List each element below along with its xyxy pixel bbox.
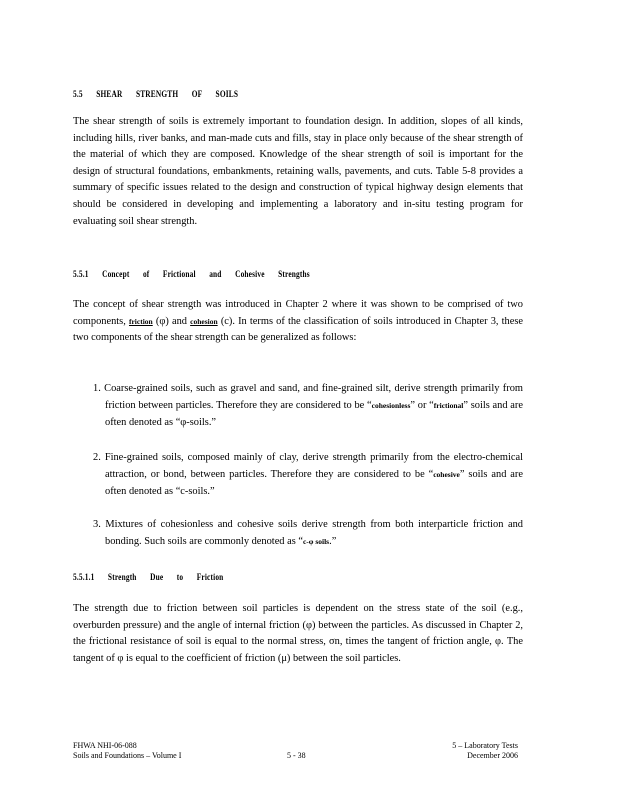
list-item <box>93 450 523 500</box>
subsubsection-heading: 5.5.1.1 Strength Due to Friction <box>73 572 224 582</box>
cohesionless-term: cohesionless <box>371 400 411 410</box>
list-item <box>93 381 523 431</box>
c-phi-soils-term: c-φ soils <box>302 536 330 546</box>
list-item-text: .” <box>329 535 337 547</box>
page-number: 5 - 38 <box>287 751 306 760</box>
friction-symbol: (φ) and <box>152 315 191 327</box>
subsection-heading: 5.5.1 Concept of Frictional and Cohesive Strengths <box>73 269 310 279</box>
footer-publication-id: FHWA NHI-06-088 <box>73 741 137 750</box>
list-item-text: 1. Coarse-grained soils, such as gravel and sand, and fine-grained silt, derive strength primarily from friction between particles. Therefore they are considered to be “ <box>93 383 523 411</box>
intro-text-1: The concept of shear strength was introduced in Chapter 2 where it was shown to be comprised of two components, <box>73 299 523 327</box>
subsubsection-paragraph: The strength due to friction between soil particles is dependent on the stress state of the soil (e.g., overburden pressure) and the angle of internal friction (φ) between the particles. As discussed in Chapter 2, the frictional resistance of soil is equal to the normal stress, σn, times the tangent of friction angle, φ. The tangent of φ is equal to the coefficient of friction (μ) between the soil particles. <box>73 603 523 664</box>
footer-volume: Soils and Foundations – Volume I <box>73 751 182 760</box>
frictional-term: frictional <box>433 400 464 410</box>
cohesive-term: cohesive <box>433 469 460 479</box>
list-item-text: 2. Fine-grained soils, composed mainly of clay, derive strength primarily from the electro-chemical attraction, or bond, between particles. Therefore they are considered to be “ <box>93 452 523 480</box>
section-heading: 5.5 SHEAR STRENGTH OF SOILS <box>73 89 239 99</box>
subsection-intro-paragraph <box>73 297 523 347</box>
section-paragraph: The shear strength of soils is extremely important to foundation design. In addition, slopes of all kinds, including hills, river banks, and man-made cuts and fills, stay in place only because of the shear strength of the material of which they are composed. Knowledge of the shear strength of soil is important for the design of structural foundations, embankments, retaining walls, pavements, and cuts. Table 5-8 provides a summary of specific issues related to the design and construction of typical highway design elements that should be considered in developing and implementing a laboratory and in-situ testing program for evaluating soil shear strength. <box>73 116 523 227</box>
list-item-text: ” soils and are often denoted as “φ-soils.” <box>105 399 523 428</box>
intro-text-2: (c). In terms of the classification of soils introduced in Chapter 3, these two components of the shear strength can be generalized as follows: <box>73 315 524 344</box>
footer-date: December 2006 <box>467 751 518 760</box>
cohesion-term: cohesion <box>190 316 218 326</box>
list-item <box>93 517 523 551</box>
list-item-text: 3. Mixtures of cohesionless and cohesive soils derive strength from both interparticle friction and bonding. Such soils are commonly denoted as “ <box>93 519 523 547</box>
footer-right <box>420 741 518 761</box>
friction-term: friction <box>128 316 153 326</box>
footer-chapter: 5 – Laboratory Tests <box>452 741 518 750</box>
list-item-text: ” soils and are often denoted as “c-soils.” <box>105 468 523 497</box>
list-item-text: ” or “ <box>410 399 434 411</box>
footer-left <box>73 741 181 761</box>
